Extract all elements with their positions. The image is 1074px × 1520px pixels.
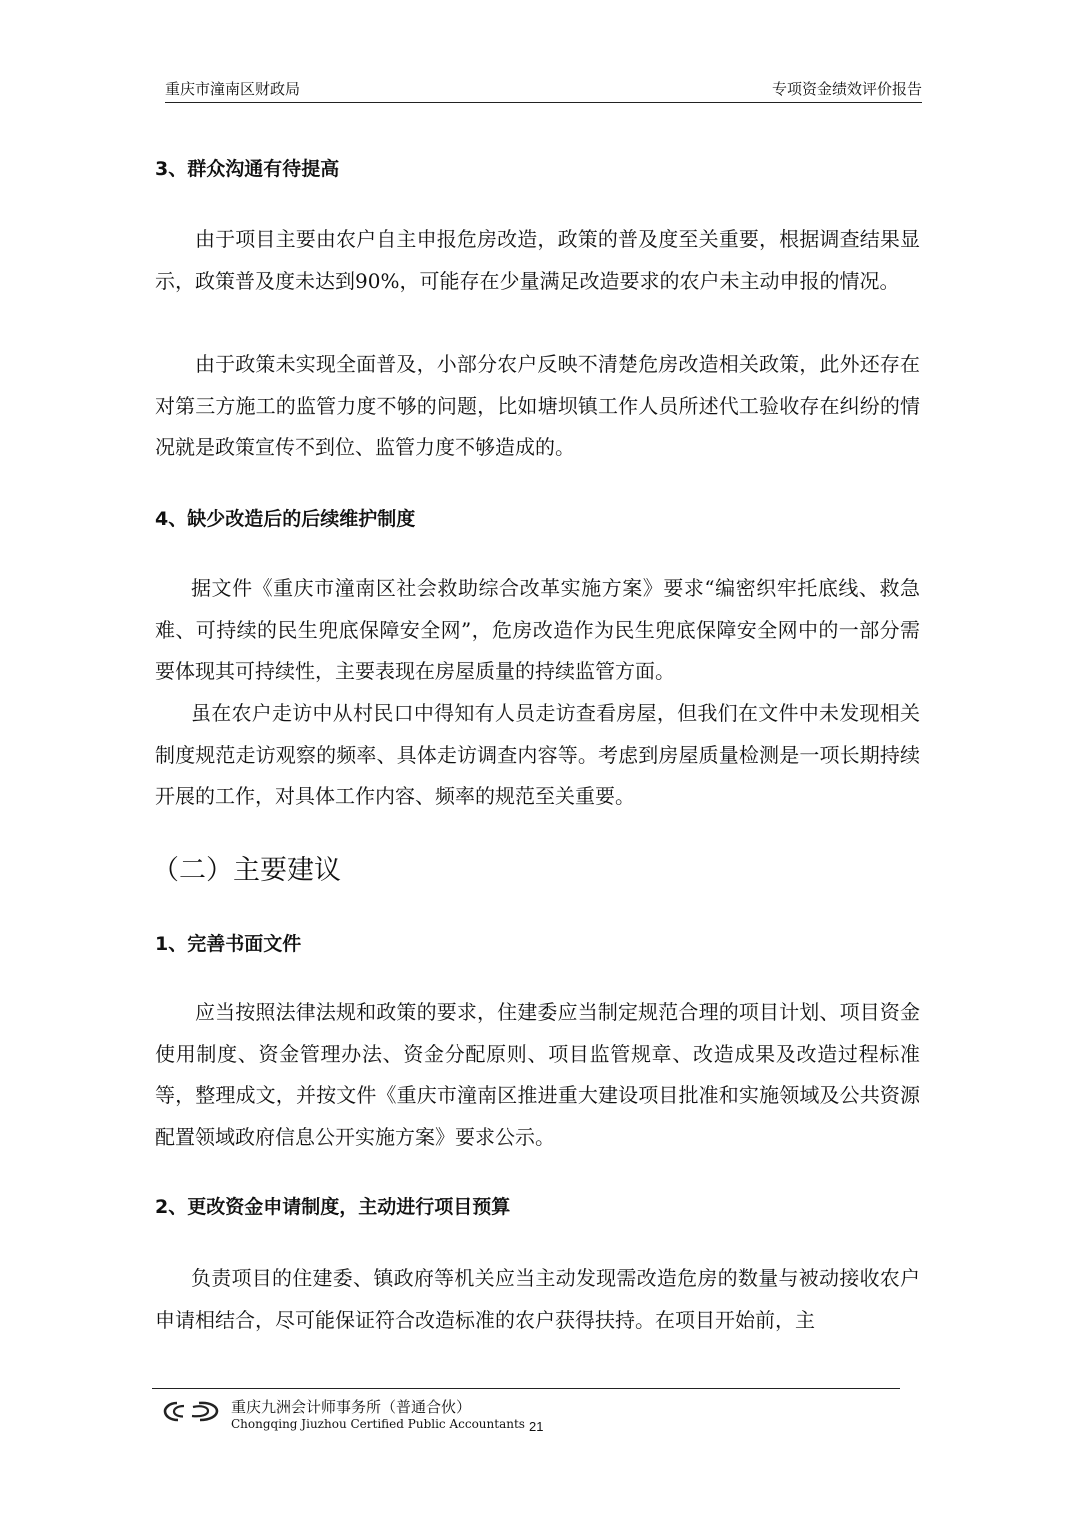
paragraph: 由于项目主要由农户自主申报危房改造，政策的普及度至关重要，根据调查结果显示，政策普及度未达到90%，可能存在少量满足改造要求的农户未主动申报的情况。 (155, 227, 920, 293)
page-number: 21 (529, 1419, 544, 1434)
header-report-title: 专项资金绩效评价报告 (771, 80, 922, 98)
section-heading-3: 3、群众沟通有待提高 (155, 158, 340, 180)
chapter-title-main-suggestions: （二）主要建议 (152, 855, 341, 886)
page-header (165, 78, 922, 103)
section-heading-4: 4、缺少改造后的后续维护制度 (155, 508, 416, 530)
footer-firm-name-en: Chongqing Jiuzhou Certified Public Accountants (231, 1417, 525, 1431)
header-org: 重庆市潼南区财政局 (165, 80, 301, 98)
paragraph: 据文件《重庆市潼南区社会救助综合改革实施方案》要求“编密织牢托底线、救急难、可持续的民生兜底保障安全网”，危房改造作为民生兜底保障安全网中的一部分需要体现其可持续性，主要表现在房屋质量的持续监管方面。 (155, 576, 920, 683)
paragraph: 由于政策未实现全面普及，小部分农户反映不清楚危房改造相关政策，此外还存在对第三方施工的监管力度不够的问题，比如塘坝镇工作人员所述代工验收存在纠纷的情况就是政策宣传不到位、监管力度不够造成的。 (155, 352, 920, 459)
section-heading-1: 1、完善书面文件 (155, 933, 302, 955)
section-heading-2: 2、更改资金申请制度，主动进行项目预算 (155, 1196, 511, 1218)
paragraph: 虽在农户走访中从村民口中得知有人员走访查看房屋，但我们在文件中未发现相关制度规范走访观察的频率、具体走访调查内容等。考虑到房屋质量检测是一项长期持续开展的工作，对具体工作内容、频率的规范至关重要。 (155, 701, 920, 808)
paragraph: 应当按照法律法规和政策的要求，住建委应当制定规范合理的项目计划、项目资金使用制度、资金管理办法、资金分配原则、项目监管规章、改造成果及改造过程标准等，整理成文，并按文件《重庆市潼南区推进重大建设项目批准和实施领域及公共资源配置领域政府信息公开实施方案》要求公示。 (155, 1000, 920, 1149)
jiuzhou-swirl-logo-icon (163, 1399, 219, 1423)
footer-firm-name-cn: 重庆九洲会计师事务所（普通合伙） (231, 1398, 472, 1416)
paragraph: 负责项目的住建委、镇政府等机关应当主动发现需改造危房的数量与被动接收农户申请相结合，尽可能保证符合改造标准的农户获得扶持。在项目开始前，主 (155, 1266, 920, 1332)
footer-divider (152, 1388, 900, 1389)
